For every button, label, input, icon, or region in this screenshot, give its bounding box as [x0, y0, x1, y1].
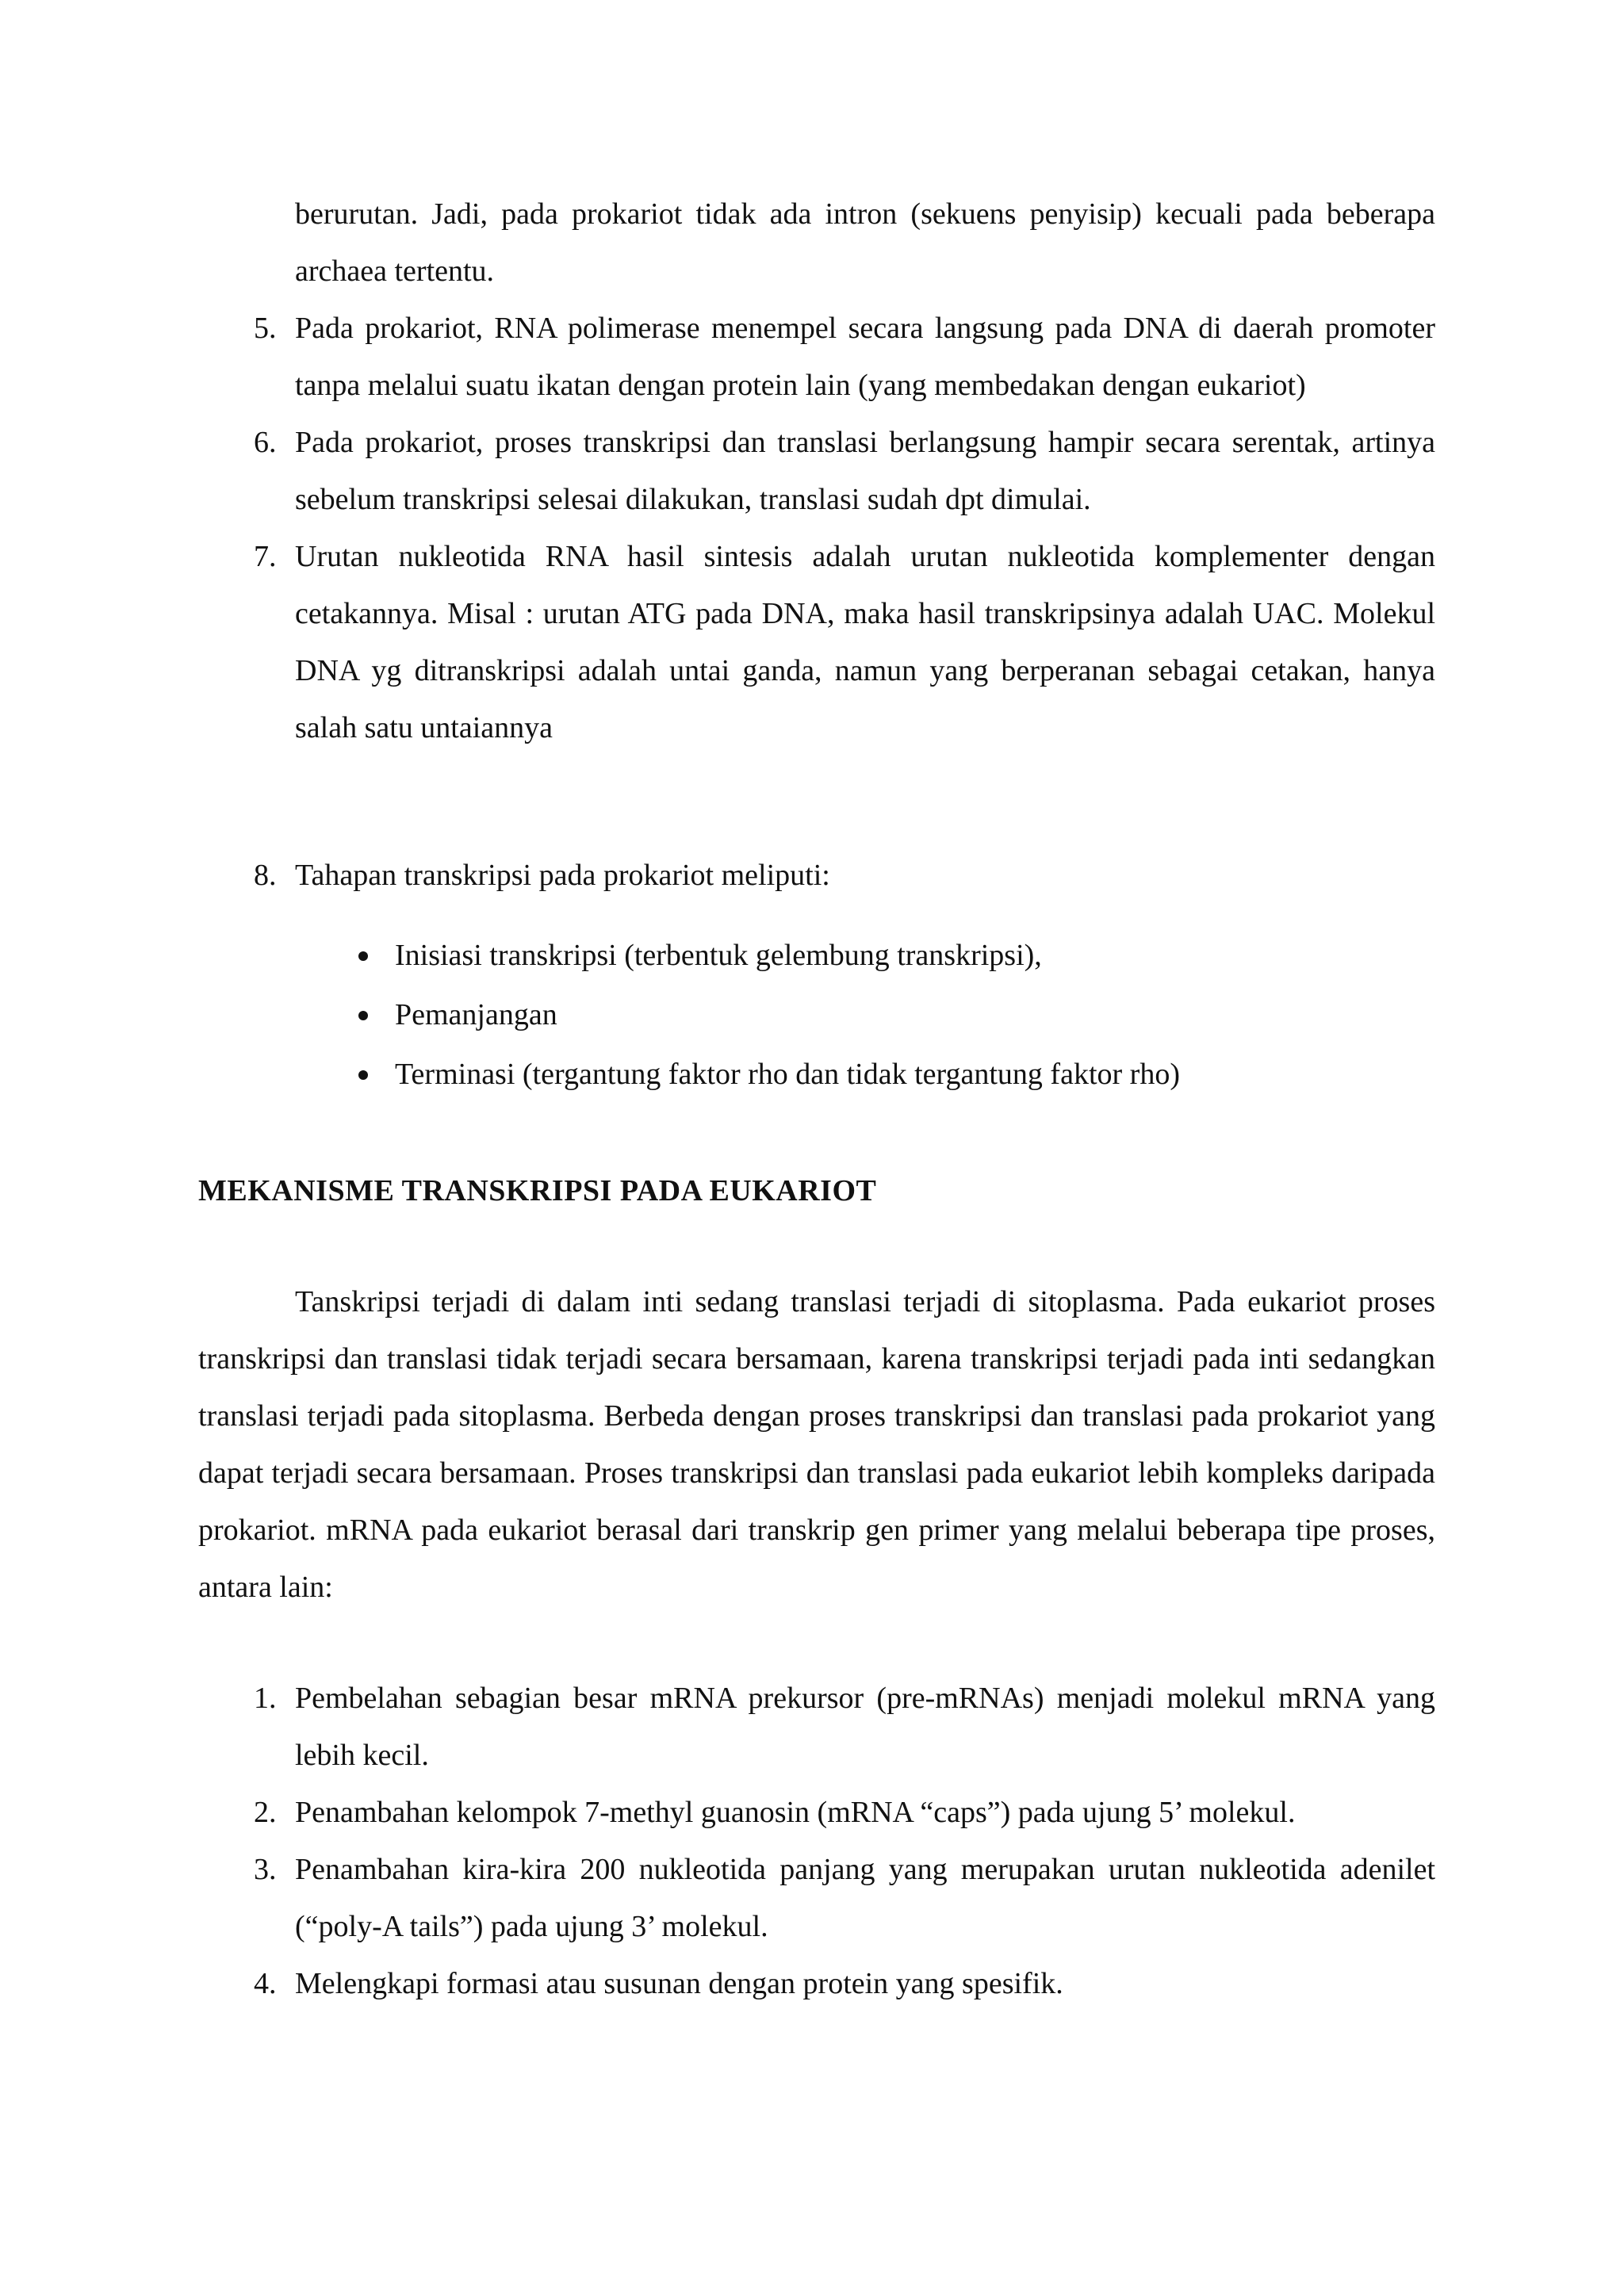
transcription-stages-list: [349, 926, 1435, 1104]
list-number: 2.: [254, 1796, 277, 1829]
list-item-text: Penambahan kelompok 7-methyl guanosin (mRNA “caps”) pada ujung 5’ molekul.: [295, 1796, 1296, 1829]
list-item-text: Tahapan transkripsi pada prokariot meliputi:: [295, 859, 830, 892]
list-number: 7.: [254, 540, 277, 573]
bullet-item: [349, 985, 1435, 1045]
list-item: [238, 528, 1435, 756]
bullet-icon: [358, 1070, 368, 1080]
list-item-text: Penambahan kira-kira 200 nukleotida panjang yang merupakan urutan nukleotida adenilet (“poly-A tails”) pada ujung 3’ molekul.: [295, 1853, 1435, 1943]
list-item: [238, 300, 1435, 414]
bullet-text: Terminasi (tergantung faktor rho dan tidak tergantung faktor rho): [395, 1058, 1180, 1091]
bullet-icon: [358, 951, 368, 961]
list-number: 4.: [254, 1967, 277, 2000]
bullet-text: Pemanjangan: [395, 998, 557, 1031]
stages-intro-list: [238, 847, 1435, 904]
bullet-item: [349, 1045, 1435, 1104]
list-number: 6.: [254, 426, 277, 459]
continued-paragraph: berurutan. Jadi, pada prokariot tidak ada intron (sekuens penyisip) kecuali pada beberapa archaea tertentu.: [295, 197, 1435, 288]
list-number: 3.: [254, 1853, 277, 1886]
list-item: [238, 847, 1435, 904]
list-item: [238, 414, 1435, 528]
bullet-icon: [358, 1011, 368, 1020]
list-item-text: Urutan nukleotida RNA hasil sintesis adalah urutan nukleotida komplementer dengan cetakannya. Misal : urutan ATG pada DNA, maka hasil transkripsinya adalah UAC. Molekul DNA yg ditranskripsi adalah untai ganda, namun yang berperanan sebagai cetakan, hanya salah satu untaiannya: [295, 540, 1435, 744]
eukariot-process-list: [238, 1670, 1435, 2012]
bullet-item: [349, 926, 1435, 985]
paragraph-text: Tanskripsi terjadi di dalam inti sedang translasi terjadi di sitoplasma. Pada eukariot proses transkripsi dan translasi tidak terjadi secara bersamaan, karena transkripsi terjadi pada inti sedangkan translasi terjadi pada sitoplasma. Berbeda dengan proses transkripsi dan translasi pada prokariot yang dapat terjadi secara bersamaan. Proses transkripsi dan translasi pada eukariot lebih kompleks daripada prokariot. mRNA pada eukariot berasal dari transkrip gen primer yang melalui beberapa tipe proses, antara lain:: [198, 1285, 1435, 1604]
list-item-text: Pada prokariot, proses transkripsi dan translasi berlangsung hampir secara serentak, artinya sebelum transkripsi selesai dilakukan, translasi sudah dpt dimulai.: [295, 426, 1435, 516]
list-number: 1.: [254, 1682, 277, 1715]
list-item-text: Pada prokariot, RNA polimerase menempel secara langsung pada DNA di daerah promoter tanpa melalui suatu ikatan dengan protein lain (yang membedakan dengan eukariot): [295, 312, 1435, 402]
list-number: 8.: [254, 859, 277, 892]
bullet-text: Inisiasi transkripsi (terbentuk gelembung transkripsi),: [395, 939, 1042, 972]
list-item-text: Pembelahan sebagian besar mRNA prekursor (pre-mRNAs) menjadi molekul mRNA yang lebih kecil.: [295, 1682, 1435, 1772]
list-number: 5.: [254, 312, 277, 345]
section-heading: MEKANISME TRANSKRIPSI PADA EUKARIOT: [198, 1174, 877, 1207]
list-item: [238, 1784, 1435, 1841]
list-item: [238, 1670, 1435, 1784]
prokariot-list: [238, 300, 1435, 756]
list-item-text: Melengkapi formasi atau susunan dengan protein yang spesifik.: [295, 1967, 1063, 2000]
list-item: [238, 1955, 1435, 2012]
body-paragraph: [198, 1273, 1435, 1616]
list-item: [238, 1841, 1435, 1955]
